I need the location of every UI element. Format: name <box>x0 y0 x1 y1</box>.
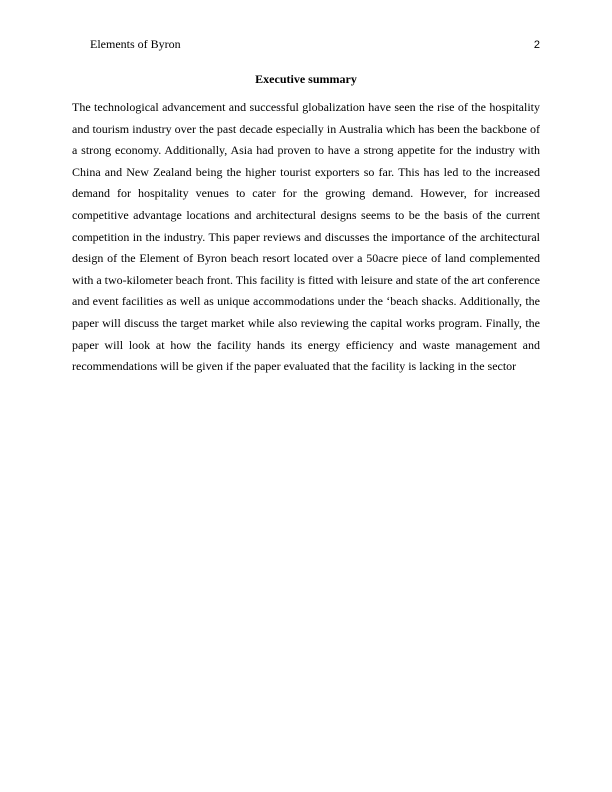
executive-summary-paragraph: The technological advancement and successful globalization have seen the rise of the hospitality and tourism industry over the past decade especially in Australia which has been the backbone of a strong economy. Additionally, Asia had proven to have a strong appetite for the industry with China and New Zealand being the higher tourist exporters so far. This has led to the increased demand for hospitality venues to cater for the growing demand. However, for increased competitive advantage locations and architectural designs seems to be the basis of the current competition in the industry. This paper reviews and discusses the importance of the architectural design of the Element of Byron beach resort located over a 50acre piece of land complemented with a two-kilometer beach front. This facility is fitted with leisure and state of the art conference and event facilities as well as unique accommodations under the ‘beach shacks. Additionally, the paper will discuss the target market while also reviewing the capital works program. Finally, the paper will look at how the facility hands its energy efficiency and waste management and recommendations will be given if the paper evaluated that the facility is lacking in the sector <box>72 100 540 374</box>
section-heading: Executive summary <box>255 72 357 86</box>
page-number: 2 <box>533 39 540 51</box>
running-head: Elements of Byron <box>90 37 181 51</box>
